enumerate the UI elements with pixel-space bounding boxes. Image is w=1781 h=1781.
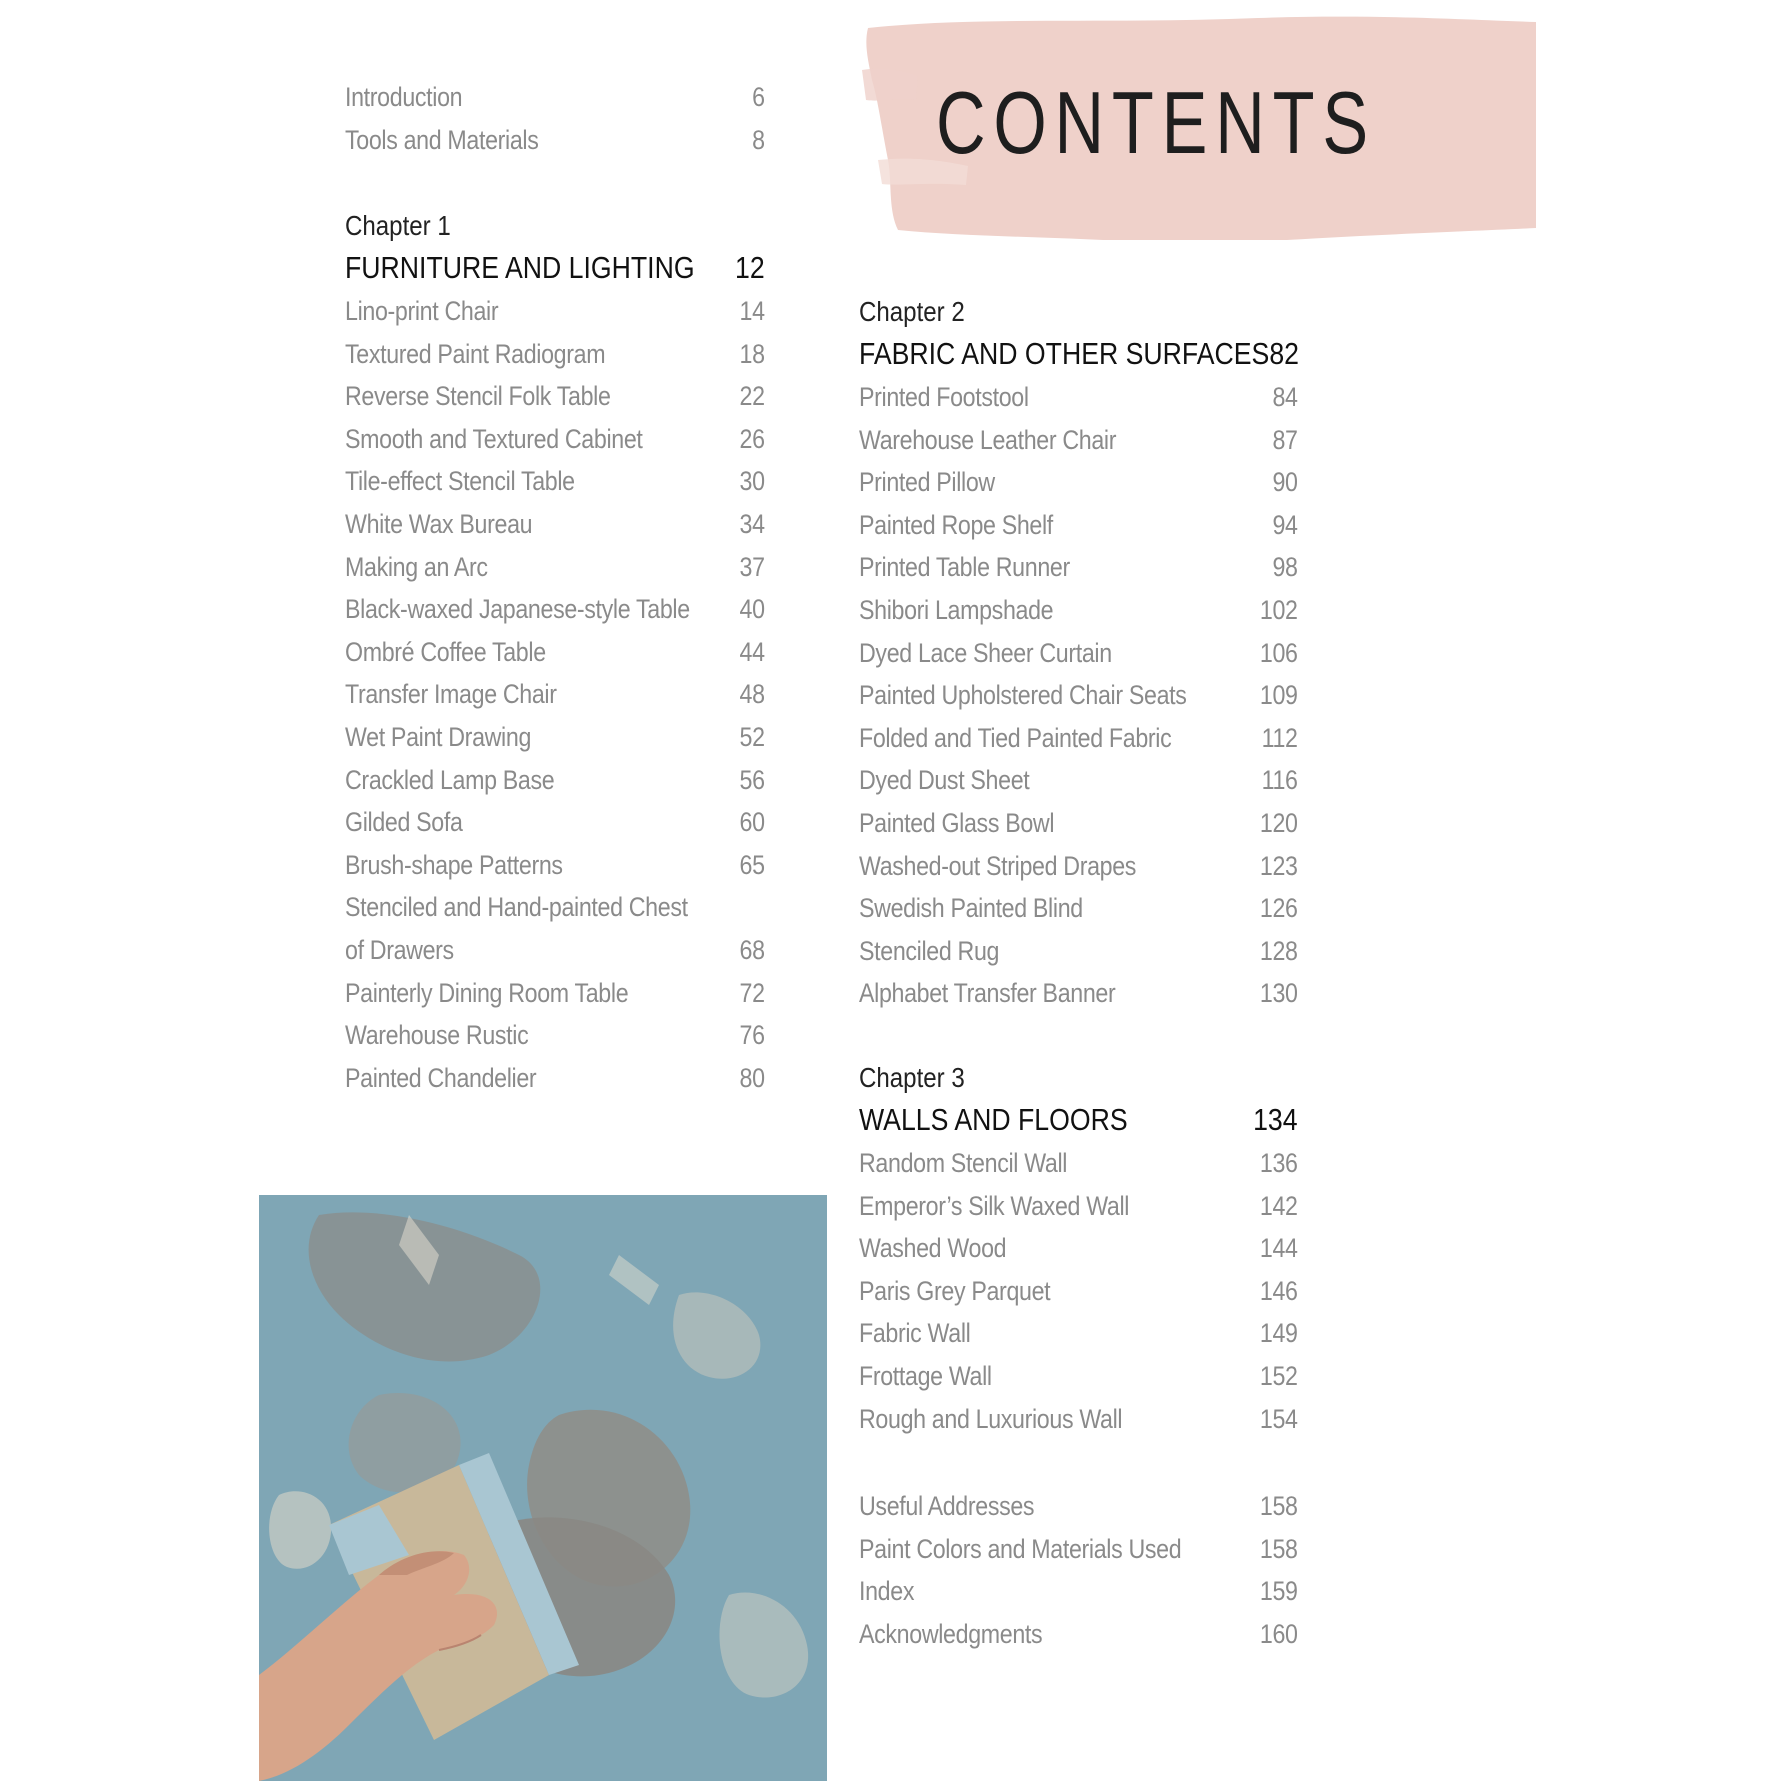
entry-page: 146 xyxy=(1259,1275,1298,1306)
toc-left-column xyxy=(345,0,765,1100)
entry-page: 80 xyxy=(739,1062,765,1093)
chapter-page: 134 xyxy=(1253,1102,1298,1137)
entry-page: 136 xyxy=(1259,1148,1298,1178)
entry-page: 152 xyxy=(1259,1361,1298,1391)
entry-title: Acknowledgments xyxy=(859,1618,1043,1649)
entry-title: Warehouse Rustic xyxy=(345,1020,529,1051)
entry-page: 18 xyxy=(739,338,765,369)
toc-entry[interactable] xyxy=(859,1576,1298,1607)
toc-entry[interactable] xyxy=(859,1404,1298,1435)
entry-page: 149 xyxy=(1259,1318,1298,1349)
chapter-title-row[interactable] xyxy=(859,336,1298,372)
entry-page: 123 xyxy=(1259,850,1298,881)
plaster-texture-photo xyxy=(259,1195,827,1781)
entry-page: 44 xyxy=(739,636,765,667)
entry-page: 65 xyxy=(739,849,765,880)
entry-title: Dyed Dust Sheet xyxy=(859,765,1030,796)
entry-title: Fabric Wall xyxy=(859,1318,971,1349)
toc-entry[interactable] xyxy=(345,765,765,796)
entry-title: Emperor’s Silk Waxed Wall xyxy=(859,1190,1130,1221)
toc-entry[interactable] xyxy=(859,978,1298,1009)
toc-entry[interactable] xyxy=(859,425,1298,456)
toc-entry[interactable] xyxy=(345,722,765,753)
entry-page: 68 xyxy=(739,935,765,965)
entry-page: 37 xyxy=(739,551,765,582)
entry-page: 112 xyxy=(1261,722,1298,753)
entry-page: 40 xyxy=(739,594,765,625)
entry-title: Random Stencil Wall xyxy=(859,1148,1068,1178)
entry-title: Warehouse Leather Chair xyxy=(859,424,1117,455)
toc-entry[interactable] xyxy=(859,1318,1298,1349)
entry-page: 106 xyxy=(1259,637,1298,668)
toc-entry[interactable] xyxy=(345,296,765,327)
entry-title: Folded and Tied Painted Fabric xyxy=(859,722,1172,753)
entry-page: 60 xyxy=(739,807,765,838)
entry-page: 26 xyxy=(739,423,765,454)
toc-entry[interactable] xyxy=(345,381,765,412)
chapter-title: WALLS AND FLOORS xyxy=(859,1102,1128,1137)
entry-title: Rough and Luxurious Wall xyxy=(859,1403,1123,1434)
entry-title: Swedish Painted Blind xyxy=(859,893,1083,924)
toc-right-column xyxy=(859,0,1299,1700)
entry-title: White Wax Bureau xyxy=(345,509,533,539)
toc-entry[interactable] xyxy=(859,808,1298,839)
entry-page: 94 xyxy=(1272,509,1298,540)
entry-page: 8 xyxy=(752,125,765,155)
entry-title: Frottage Wall xyxy=(859,1361,992,1391)
entry-title: Dyed Lace Sheer Curtain xyxy=(859,637,1112,668)
entry-page: 126 xyxy=(1259,893,1298,924)
entry-page: 48 xyxy=(739,679,765,710)
entry-title: Washed Wood xyxy=(859,1233,1007,1264)
entry-title: Printed Pillow xyxy=(859,467,995,498)
entry-page: 84 xyxy=(1272,382,1298,412)
entry-page: 158 xyxy=(1259,1533,1298,1564)
toc-entry[interactable] xyxy=(859,552,1298,583)
entry-title: Stenciled Rug xyxy=(859,935,1000,966)
entry-title: Making an Arc xyxy=(345,551,488,582)
toc-entry[interactable] xyxy=(345,679,765,710)
toc-entry[interactable] xyxy=(345,82,765,113)
entry-title: Washed-out Striped Drapes xyxy=(859,850,1137,881)
entry-title: Printed Table Runner xyxy=(859,552,1070,583)
entry-title: Textured Paint Radiogram xyxy=(345,338,606,369)
toc-entry[interactable] xyxy=(345,1020,765,1051)
toc-entry[interactable] xyxy=(345,125,765,156)
toc-entry[interactable] xyxy=(859,936,1298,967)
entry-title: Paint Colors and Materials Used xyxy=(859,1533,1182,1564)
entry-page: 52 xyxy=(739,722,765,752)
entry-title: Index xyxy=(859,1576,915,1607)
entry-title: Brush-shape Patterns xyxy=(345,849,563,880)
toc-entry[interactable] xyxy=(345,807,765,838)
toc-entry[interactable] xyxy=(345,637,765,668)
entry-title: Stenciled and Hand-painted Chest xyxy=(345,892,688,923)
entry-title: Paris Grey Parquet xyxy=(859,1275,1051,1306)
entry-title: Alphabet Transfer Banner xyxy=(859,978,1116,1009)
toc-entry[interactable] xyxy=(859,510,1298,541)
entry-title: Useful Addresses xyxy=(859,1491,1035,1521)
chapter-label: Chapter 1 xyxy=(345,210,451,241)
entry-page: 120 xyxy=(1259,808,1298,838)
chapter-title: FURNITURE AND LIGHTING xyxy=(345,250,695,285)
entry-page: 14 xyxy=(739,296,765,326)
chapter-page: 82 xyxy=(1269,336,1299,371)
entry-title: of Drawers xyxy=(345,935,454,965)
toc-entry[interactable] xyxy=(345,978,765,1009)
toc-entry[interactable] xyxy=(859,638,1298,669)
toc-entry[interactable] xyxy=(345,1063,765,1094)
toc-entry[interactable] xyxy=(859,382,1298,413)
chapter-title-row[interactable] xyxy=(859,1102,1298,1138)
entry-page: 76 xyxy=(739,1020,765,1051)
toc-entry[interactable] xyxy=(345,552,765,583)
toc-entry[interactable] xyxy=(859,723,1298,754)
entry-title: Painted Rope Shelf xyxy=(859,509,1053,540)
entry-title: Wet Paint Drawing xyxy=(345,722,532,752)
toc-entry[interactable] xyxy=(859,1619,1298,1650)
entry-page: 72 xyxy=(739,977,765,1008)
entry-title: Crackled Lamp Base xyxy=(345,764,555,795)
entry-page: 56 xyxy=(739,764,765,795)
toc-entry[interactable] xyxy=(345,935,765,966)
entry-title: Transfer Image Chair xyxy=(345,679,557,710)
chapter-label: Chapter 2 xyxy=(859,296,965,327)
toc-entry[interactable] xyxy=(859,1148,1298,1179)
entry-page: 34 xyxy=(739,509,765,539)
entry-page: 98 xyxy=(1272,552,1298,583)
toc-entry[interactable] xyxy=(859,1361,1298,1392)
toc-entry[interactable] xyxy=(859,851,1298,882)
entry-page: 128 xyxy=(1259,935,1298,966)
toc-entry[interactable] xyxy=(345,424,765,455)
chapter-title: FABRIC AND OTHER SURFACES xyxy=(859,336,1270,371)
toc-entry[interactable] xyxy=(859,1534,1298,1565)
toc-entry[interactable] xyxy=(345,509,765,540)
toc-entry[interactable] xyxy=(345,850,765,881)
toc-entry[interactable] xyxy=(859,1276,1298,1307)
entry-title: Shibori Lampshade xyxy=(859,595,1054,625)
entry-title: Reverse Stencil Folk Table xyxy=(345,381,611,412)
entry-title: Painted Chandelier xyxy=(345,1062,537,1093)
entry-page: 116 xyxy=(1261,765,1298,796)
toc-entry[interactable] xyxy=(859,680,1298,711)
entry-title: Ombré Coffee Table xyxy=(345,636,546,667)
entry-title: Painted Upholstered Chair Seats xyxy=(859,680,1187,711)
entry-page: 87 xyxy=(1272,424,1298,455)
toc-entry[interactable] xyxy=(859,893,1298,924)
toc-entry[interactable] xyxy=(345,594,765,625)
toc-entry[interactable] xyxy=(859,1191,1298,1222)
entry-title: Tools and Materials xyxy=(345,125,539,155)
entry-page: 159 xyxy=(1259,1576,1298,1607)
entry-title: Printed Footstool xyxy=(859,382,1029,412)
entry-page: 154 xyxy=(1259,1403,1298,1434)
entry-page: 22 xyxy=(739,381,765,412)
entry-page: 102 xyxy=(1259,595,1298,625)
entry-page: 6 xyxy=(752,82,765,112)
entry-page: 30 xyxy=(739,466,765,497)
toc-entry[interactable] xyxy=(859,1491,1298,1522)
chapter-page: 12 xyxy=(735,250,765,285)
toc-entry[interactable] xyxy=(345,339,765,370)
entry-page: 158 xyxy=(1259,1491,1298,1521)
entry-title: Smooth and Textured Cabinet xyxy=(345,423,643,454)
toc-entry[interactable] xyxy=(345,466,765,497)
toc-entry[interactable] xyxy=(859,1233,1298,1264)
entry-page: 160 xyxy=(1259,1618,1298,1649)
toc-entry[interactable] xyxy=(859,765,1298,796)
entry-page: 109 xyxy=(1259,680,1298,711)
entry-page: 130 xyxy=(1259,978,1298,1009)
entry-title: Painterly Dining Room Table xyxy=(345,977,629,1008)
entry-title: Lino-print Chair xyxy=(345,296,499,326)
entry-page: 144 xyxy=(1259,1233,1298,1264)
chapter-label: Chapter 3 xyxy=(859,1062,965,1093)
entry-title: Painted Glass Bowl xyxy=(859,808,1055,838)
entry-title: Gilded Sofa xyxy=(345,807,463,838)
page-title: CONTENTS xyxy=(936,73,1376,172)
entry-page: 142 xyxy=(1259,1190,1298,1221)
toc-entry[interactable] xyxy=(859,595,1298,626)
chapter-title-row[interactable] xyxy=(345,250,765,286)
toc-entry[interactable] xyxy=(345,892,765,923)
entry-page: 90 xyxy=(1272,467,1298,498)
entry-title: Introduction xyxy=(345,82,463,112)
entry-title: Tile-effect Stencil Table xyxy=(345,466,575,497)
toc-entry[interactable] xyxy=(859,467,1298,498)
entry-title: Black-waxed Japanese-style Table xyxy=(345,594,690,625)
